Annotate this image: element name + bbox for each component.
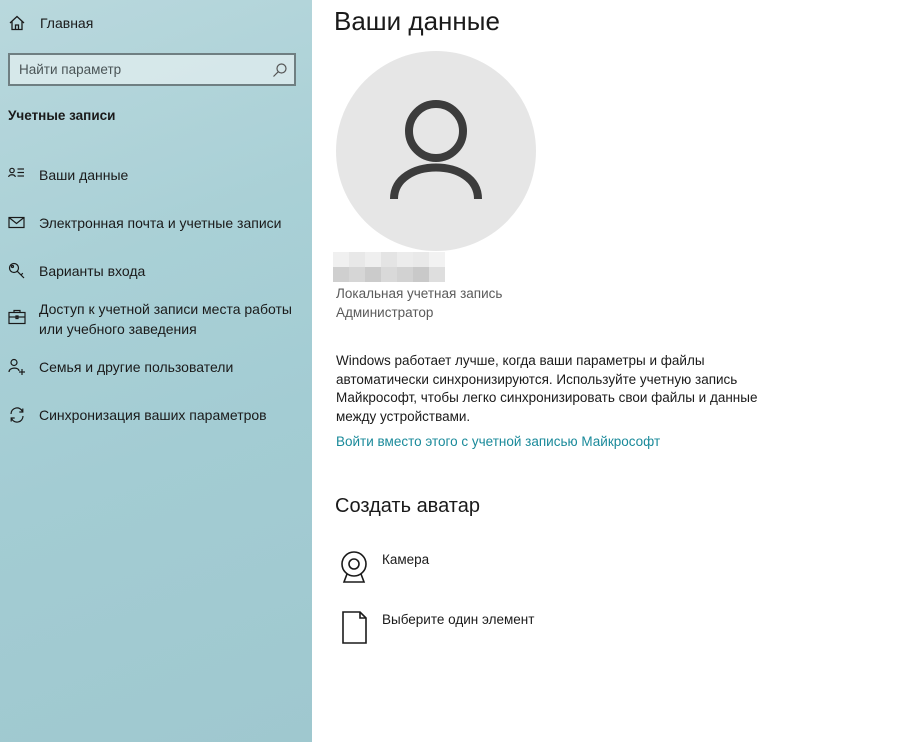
sidebar-item-label: Синхронизация ваших параметров [39, 407, 267, 423]
account-type: Локальная учетная запись [336, 286, 503, 301]
create-avatar-title: Создать аватар [335, 495, 480, 517]
home-link[interactable] [8, 12, 93, 34]
browse-option[interactable] [339, 609, 639, 653]
avatar [336, 51, 536, 251]
home-label: Главная [40, 15, 94, 31]
sidebar-item-label: Ваши данные [39, 167, 129, 183]
key-icon [8, 262, 26, 280]
user-avatar-icon [390, 99, 482, 203]
sidebar-item-label: Семья и другие пользователи [39, 359, 234, 375]
search-input[interactable] [10, 61, 272, 78]
sync-icon [8, 406, 26, 424]
page-title: Ваши данные [334, 6, 500, 36]
sidebar-item-email[interactable] [0, 213, 312, 233]
add-person-icon [8, 358, 26, 376]
mail-icon [8, 214, 26, 232]
section-title: Учетные записи [8, 108, 116, 123]
file-icon [339, 609, 371, 645]
sidebar-item-family[interactable] [0, 357, 312, 377]
search-icon[interactable] [272, 62, 288, 78]
sidebar-item-sign-in-options[interactable] [0, 261, 312, 281]
sidebar-item-label: Электронная почта и учетные записи [39, 215, 282, 231]
sidebar-item-label: Доступ к учетной записи места работы или учебного заведения [39, 301, 292, 337]
search-box[interactable] [8, 53, 296, 86]
briefcase-icon [8, 308, 26, 326]
blurred-username [333, 252, 445, 282]
user-info-icon [8, 166, 26, 184]
account-role: Администратор [336, 305, 434, 320]
webcam-icon [339, 549, 371, 585]
camera-label: Камера [382, 552, 430, 567]
home-icon [8, 14, 26, 32]
microsoft-account-link[interactable]: Войти вместо этого с учетной записью Майкрософт [336, 434, 661, 449]
sidebar [0, 0, 312, 742]
sidebar-item-label: Варианты входа [39, 263, 146, 279]
camera-option[interactable] [339, 549, 639, 593]
sync-description: Windows работает лучше, когда ваши параметры и файлы автоматически синхронизируются. Используйте учетную запись Майкрософт, чтобы легко синхронизировать свои файлы и данные между устройствами. [336, 353, 758, 424]
sidebar-item-work-access[interactable] [0, 299, 312, 339]
sidebar-item-your-info[interactable] [0, 165, 312, 185]
main-content [312, 0, 898, 742]
sidebar-item-sync[interactable] [0, 405, 312, 425]
browse-label: Выберите один элемент [382, 612, 535, 627]
